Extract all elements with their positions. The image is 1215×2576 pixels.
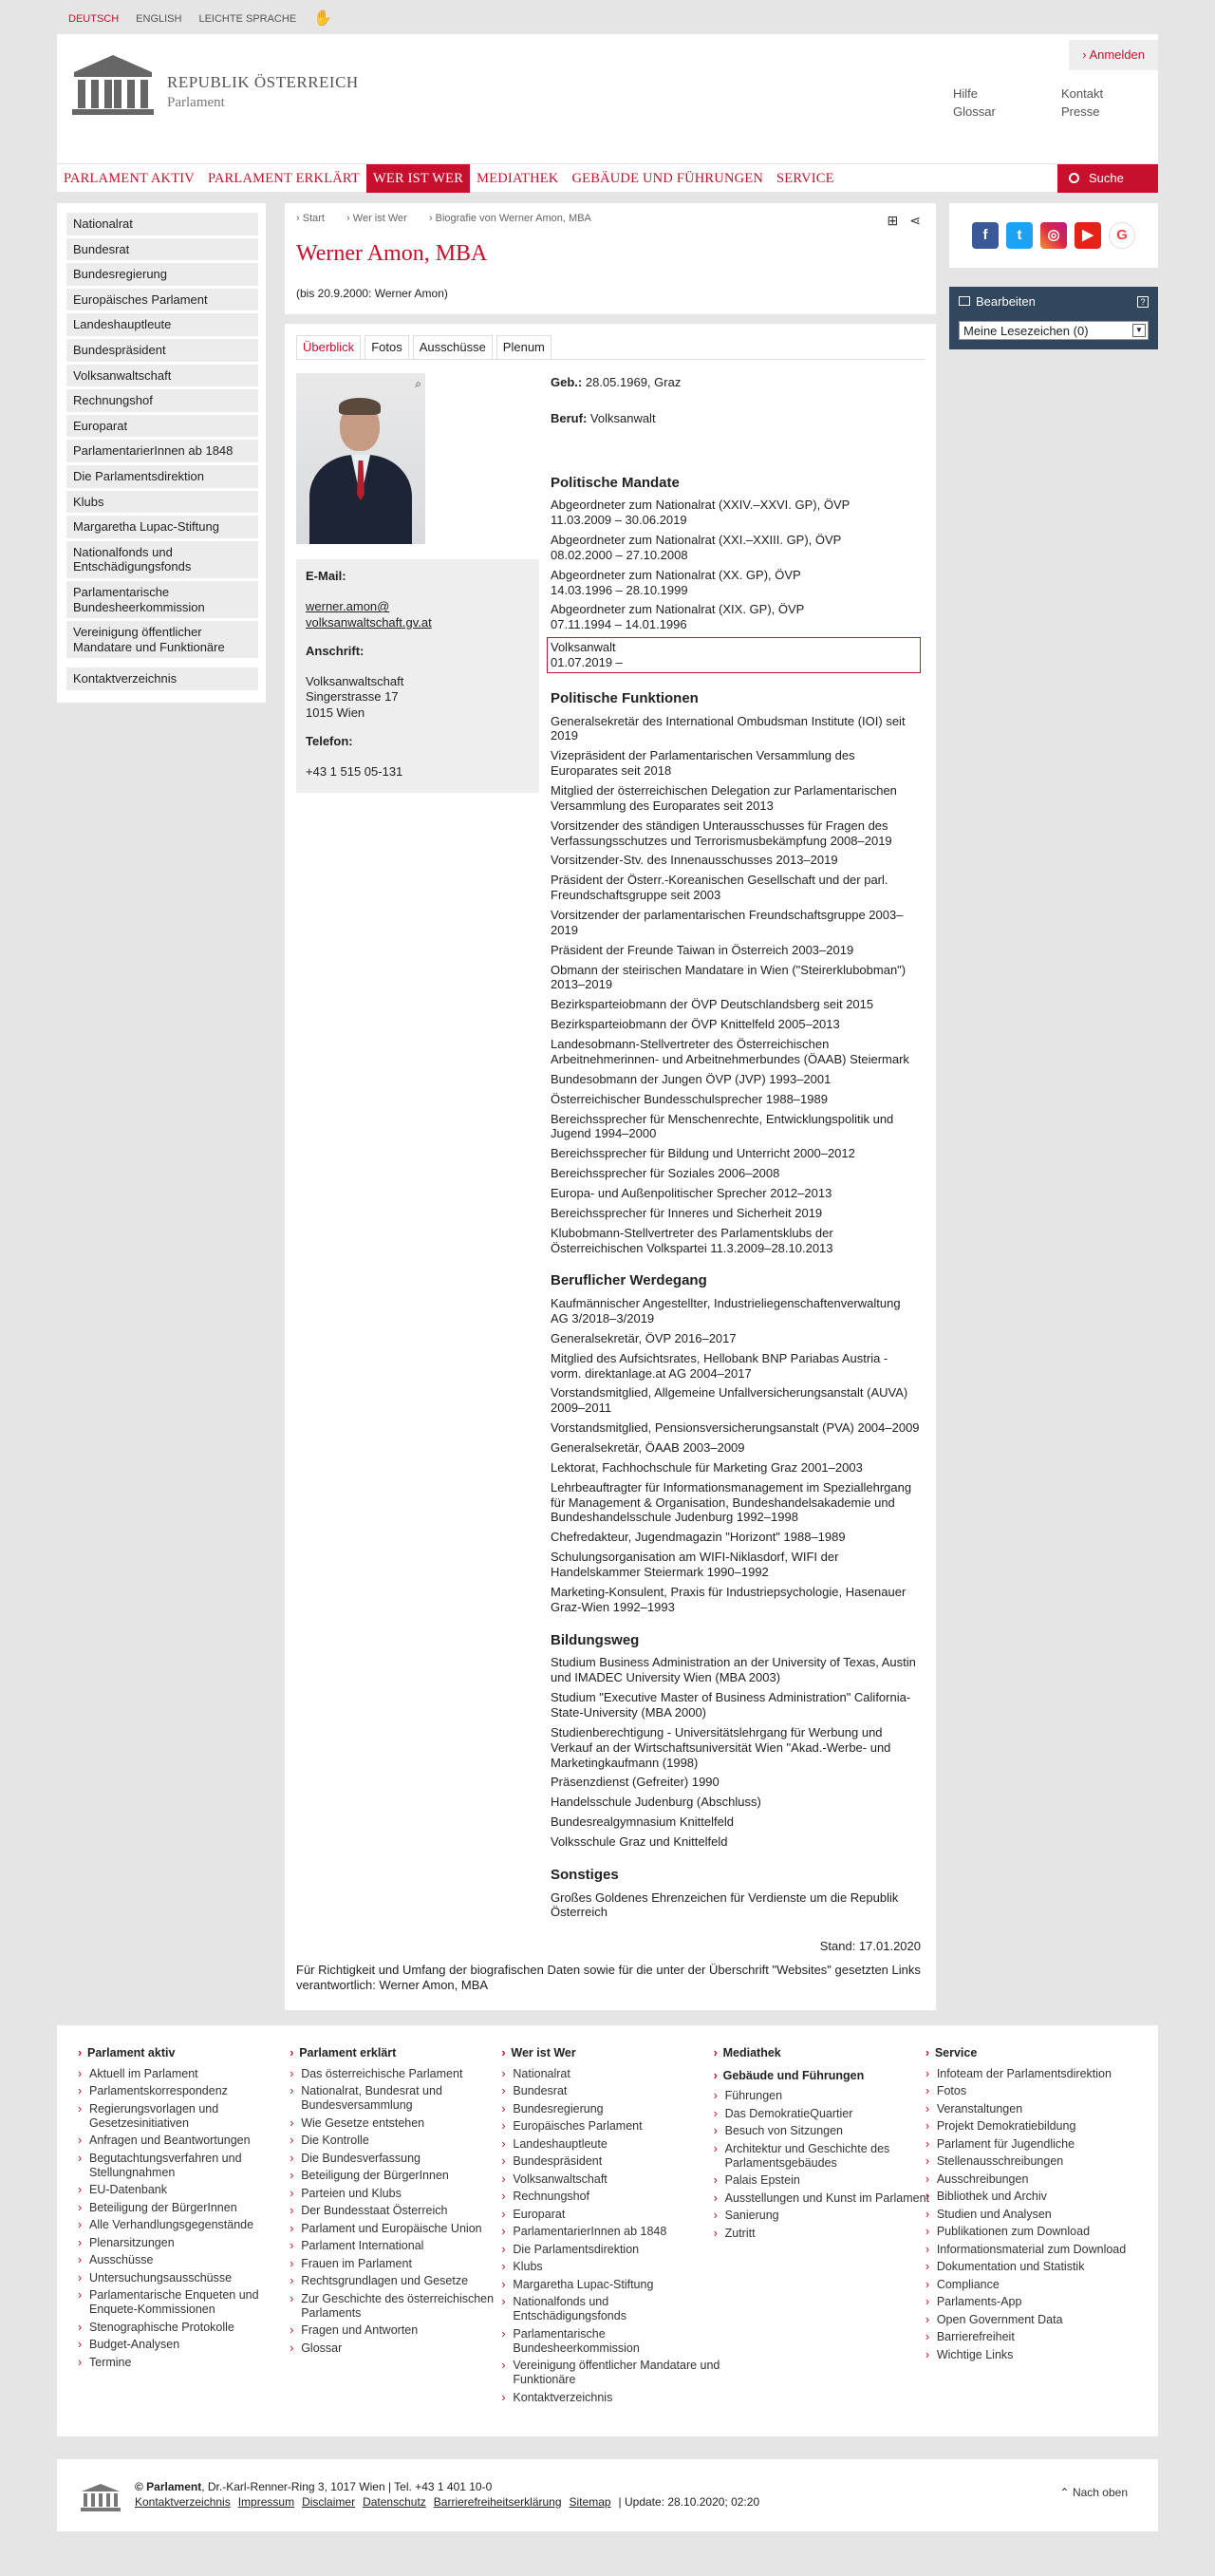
footer-col-service: [935, 2046, 1147, 2408]
footer-link[interactable]: › Palais Epstein: [723, 2173, 935, 2188]
section-mandate-title: Politische Mandate: [551, 474, 680, 491]
chevron-down-icon: ▼: [1132, 324, 1146, 337]
leftnav-item[interactable]: Landeshauptleute: [66, 313, 258, 336]
funktion-entry: Klubobmann-Stellvertreter des Parlamentsklubs der Österreichischen Volkspartei 11.3.2009–28.10.2013: [551, 1225, 833, 1255]
footer-link[interactable]: › Fragen und Antworten: [299, 2323, 511, 2338]
leftnav-item[interactable]: Rechnungshof: [66, 389, 258, 412]
mandate-entry-line: Abgeordneter zum Nationalrat (XIX. GP), ÖVP: [551, 602, 805, 617]
footer-link[interactable]: › Alle Verhandlungsgegenstände: [87, 2218, 299, 2232]
parliament-small-logo-icon: [80, 2482, 122, 2512]
main-nav: [57, 163, 1158, 192]
mandate-entry-line: 08.02.2000 – 27.10.2008: [551, 547, 688, 562]
twitter-icon[interactable]: t: [1006, 222, 1033, 249]
funktion-entry: Europa- und Außenpolitischer Sprecher 2012–2013: [551, 1185, 832, 1200]
language-bar: [0, 0, 1215, 34]
breadcrumb-label: Biografie von Werner Amon, MBA: [435, 213, 591, 224]
werdegang-entry: Chefredakteur, Jugendmagazin "Horizont" 1988–1989: [551, 1530, 846, 1545]
footer-link[interactable]: › Projekt Demokratiebildung: [935, 2119, 1147, 2134]
search-label: Suche: [1089, 171, 1124, 185]
footer-link[interactable]: › Architektur und Geschichte des Parlamentsgebäudes: [723, 2142, 935, 2171]
tab-fotos[interactable]: Fotos: [364, 335, 409, 359]
footer-link[interactable]: › Nationalfonds und Entschädigungsfonds: [511, 2295, 722, 2323]
mandate-entry-line: 07.11.1994 – 14.01.1996: [551, 617, 687, 632]
bottom-link[interactable]: Sitemap: [569, 2495, 611, 2510]
bottom-links: [135, 2495, 759, 2510]
page-title: Werner Amon, MBA: [296, 240, 488, 266]
footer-link[interactable]: › Rechnungshof: [511, 2190, 722, 2204]
footer-link[interactable]: › Besuch von Sitzungen: [723, 2124, 935, 2138]
footer-link[interactable]: › Stellenausschreibungen: [935, 2154, 1147, 2169]
mandate-entry-line: Abgeordneter zum Nationalrat (XX. GP), ÖVP: [551, 567, 801, 582]
portrait-photo[interactable]: [296, 373, 425, 544]
footer-link[interactable]: › Anfragen und Beantwortungen: [87, 2134, 299, 2148]
footer-link[interactable]: › Kontaktverzeichnis: [511, 2391, 722, 2405]
bildung-entry: Studienberechtigung - Universitätslehrgang für Werbung und Verkauf an der Wirtschaftsuniversität Wien "Akad.-Werbe- und Marketingkaufmann (1998): [551, 1724, 891, 1770]
footer-link[interactable]: › Nationalrat, Bundesrat und Bundesversammlung: [299, 2084, 511, 2113]
phone-label: Telefon:: [306, 733, 353, 748]
leftnav-item[interactable]: Europarat: [66, 415, 258, 438]
breadcrumb-label: Wer ist Wer: [352, 213, 407, 224]
bildung-entry: Studium Business Administration an der University of Texas, Austin und IMADEC University Wien (MBA 2003): [551, 1655, 916, 1685]
leftnav-item[interactable]: ParlamentarierInnen ab 1848: [66, 440, 258, 462]
sonstiges-list: [551, 1890, 921, 1921]
werdegang-list: [551, 1296, 921, 1614]
brand-line2: Parlament: [167, 95, 225, 111]
brand-line1: REPUBLIK ÖSTERREICH: [167, 73, 359, 91]
address-label: Anschrift:: [306, 643, 364, 658]
footer-link[interactable]: › Informationsmaterial zum Download: [935, 2243, 1147, 2257]
login-button[interactable]: › Anmelden: [1069, 40, 1158, 70]
email-line1: werner.amon@: [306, 599, 390, 614]
nav-service[interactable]: SERVICE: [776, 170, 834, 186]
nav-parlament-aktiv[interactable]: PARLAMENT AKTIV: [64, 170, 195, 186]
bottom-link[interactable]: Disclaimer: [302, 2495, 356, 2510]
werdegang-entry: Vorstandsmitglied, Allgemeine Unfallversicherungsanstalt (AUVA) 2009–2011: [551, 1385, 908, 1416]
footer-col-erklaert: [299, 2046, 511, 2408]
youtube-icon[interactable]: ▶: [1075, 222, 1101, 249]
footer-link[interactable]: › Beteiligung der BürgerInnen: [299, 2169, 511, 2183]
tab-ausschuesse[interactable]: Ausschüsse: [413, 335, 493, 359]
email-line2: volksanwaltschaft.gv.at: [306, 614, 432, 630]
left-nav: [57, 203, 266, 703]
bottom-bar: [57, 2459, 1158, 2531]
footer-link[interactable]: › Parlament International: [299, 2239, 511, 2253]
address-value: [306, 674, 530, 721]
footer-head[interactable]: › Wer ist Wer: [511, 2046, 722, 2061]
back-to-top-link[interactable]: [1060, 2486, 1128, 2500]
footer-link[interactable]: › Untersuchungsausschüsse: [87, 2271, 299, 2285]
site-footer: [57, 2025, 1158, 2436]
bildung-list: [551, 1655, 921, 1849]
meta-links-help: [953, 85, 996, 122]
footer-link[interactable]: › Ausstellungen und Kunst im Parlament: [723, 2191, 935, 2206]
login-label: Anmelden: [1089, 47, 1145, 62]
leftnav-item[interactable]: Parlamentarische Bundesheerkommission: [66, 581, 258, 618]
funktion-entry: Bereichssprecher für Inneres und Sicherheit 2019: [551, 1205, 823, 1220]
funktion-entry: Bereichssprecher für Menschenrechte, Entwicklungspolitik und Jugend 1994–2000: [551, 1111, 894, 1141]
footer-link[interactable]: › Wie Gesetze entstehen: [299, 2116, 511, 2131]
footer-link[interactable]: › Rechtsgrundlagen und Gesetze: [299, 2274, 511, 2288]
copyright-rest: , Dr.-Karl-Renner-Ring 3, 1017 Wien | Tel. +43 1 401 10-0: [201, 2480, 493, 2494]
werdegang-entry: Mitglied des Aufsichtsrates, Hellobank BNP Pariabas Austria - vorm. direktanlage.at AG 2004–2017: [551, 1350, 888, 1381]
werdegang-entry: Generalsekretär, ÖAAB 2003–2009: [551, 1440, 745, 1455]
leftnav-item[interactable]: Bundesregierung: [66, 263, 258, 286]
werdegang-entry: Vorstandsmitglied, Pensionsversicherungsanstalt (PVA) 2004–2009: [551, 1420, 920, 1436]
footer-link[interactable]: › Europäisches Parlament: [511, 2119, 722, 2134]
footer-head[interactable]: › Parlament aktiv: [87, 2046, 299, 2061]
tab-ueberblick[interactable]: Überblick: [296, 335, 361, 359]
share-icon[interactable]: ⋖: [909, 213, 921, 228]
footer-link[interactable]: › Bundespräsident: [511, 2154, 722, 2169]
footer-head[interactable]: › Mediathek: [723, 2046, 935, 2061]
photo-hair: [339, 398, 381, 415]
birth-label: Geb.:: [551, 375, 583, 389]
footer-link[interactable]: › Open Government Data: [935, 2313, 1147, 2327]
footer-link[interactable]: › Nationalrat: [511, 2067, 722, 2081]
press-link[interactable]: Presse: [1061, 103, 1100, 119]
site-header: [57, 34, 1158, 163]
funktion-entry: Bezirksparteiobmann der ÖVP Deutschlandsberg seit 2015: [551, 997, 874, 1012]
nav-gebaeude[interactable]: GEBÄUDE UND FÜHRUNGEN: [571, 170, 764, 186]
title-panel: [285, 203, 936, 314]
mandate-current: [547, 637, 921, 673]
mandate-current-title: Volksanwalt: [551, 640, 616, 655]
funktion-entry: Generalsekretär des International Ombudsman Institute (IOI) seit 2019: [551, 713, 906, 743]
zoom-icon[interactable]: ⌕: [415, 377, 421, 390]
mandate-entry: [551, 602, 921, 632]
address-line: Volksanwaltschaft: [306, 674, 404, 688]
copyright-bold: © Parlament: [135, 2480, 202, 2494]
footer-link[interactable]: › Frauen im Parlament: [299, 2257, 511, 2271]
glossary-link[interactable]: Glossar: [953, 103, 996, 119]
meta-links-contact: [1061, 85, 1103, 122]
address-line: 1015 Wien: [306, 705, 365, 720]
footer-link[interactable]: › Bundesregierung: [511, 2102, 722, 2116]
footer-link[interactable]: › Dokumentation und Statistik: [935, 2260, 1147, 2274]
leftnav-item[interactable]: Nationalfonds und Entschädigungsfonds: [66, 541, 258, 578]
edit-box: [949, 287, 1158, 349]
bildung-entry: Bundesrealgymnasium Knittelfeld: [551, 1814, 734, 1830]
funktion-entry: Vizepräsident der Parlamentarischen Versammlung des Europarates seit 2018: [551, 748, 855, 779]
sonstiges-entry: Großes Goldenes Ehrenzeichen für Verdienste um die Republik Österreich: [551, 1890, 899, 1920]
bottom-link[interactable]: Barrierefreiheitserklärung: [433, 2495, 562, 2510]
nav-wer-ist-wer[interactable]: WER IST WER: [366, 164, 470, 193]
lang-easy[interactable]: LEICHTE SPRACHE: [198, 13, 297, 25]
mandate-entry-line: 14.03.1996 – 28.10.1999: [551, 582, 688, 597]
footer-link[interactable]: › Führungen: [723, 2089, 935, 2103]
footer-link[interactable]: › Die Bundesverfassung: [299, 2152, 511, 2166]
lang-english[interactable]: ENGLISH: [136, 13, 182, 25]
werdegang-entry: Lektorat, Fachhochschule für Marketing Graz 2001–2003: [551, 1459, 863, 1475]
lang-deutsch[interactable]: DEUTSCH: [68, 13, 120, 25]
stand-date: Stand: 17.01.2020: [819, 1939, 921, 1954]
footer-link[interactable]: › Barrierefreiheit: [935, 2330, 1147, 2344]
site-logo[interactable]: [70, 51, 359, 118]
edit-title: [959, 294, 1036, 310]
footer-head[interactable]: › Parlament erklärt: [299, 2046, 511, 2061]
contact-box: [296, 559, 539, 793]
footer-link[interactable]: › Parlament und Europäische Union: [299, 2222, 511, 2236]
parliament-logo-icon: [70, 51, 156, 118]
footer-link[interactable]: › Publikationen zum Download: [935, 2225, 1147, 2239]
footer-link[interactable]: › Der Bundesstaat Österreich: [299, 2204, 511, 2218]
bottom-link[interactable]: Datenschutz: [363, 2495, 426, 2510]
footer-link[interactable]: › Parlamentarische Enqueten und Enquete-Kommissionen: [87, 2288, 299, 2317]
section-sonstiges-title: Sonstiges: [551, 1866, 619, 1883]
footer-link[interactable]: › Parlamentskorrespondenz: [87, 2084, 299, 2098]
page-tools: [888, 213, 921, 230]
funktion-entry: Präsident der Freunde Taiwan in Österreich 2003–2019: [551, 942, 854, 957]
funktion-entry: Vorsitzender des ständigen Unterausschusses für Fragen des Verfassungsschutzes und Terrorismusbekämpfung 2008–2019: [551, 818, 892, 848]
funktion-entry: Bereichssprecher für Bildung und Unterricht 2000–2012: [551, 1146, 855, 1161]
mandate-entry: [551, 498, 921, 528]
footer-link[interactable]: › Vereinigung öffentlicher Mandatare und Funktionäre: [511, 2359, 722, 2387]
nav-parlament-erklaert[interactable]: PARLAMENT ERKLÄRT: [207, 170, 360, 186]
bildung-entry: Präsenzdienst (Gefreiter) 1990: [551, 1775, 720, 1790]
footer-link[interactable]: › Europarat: [511, 2208, 722, 2222]
chevron-up-icon: ⌃: [1059, 2486, 1070, 2500]
footer-link[interactable]: › Termine: [87, 2356, 299, 2370]
section-bildung-title: Bildungsweg: [551, 1631, 640, 1648]
footer-link[interactable]: › Bundesrat: [511, 2084, 722, 2098]
job-info: [551, 411, 921, 426]
leftnav-item[interactable]: Volksanwaltschaft: [66, 365, 258, 387]
bookmarks-select[interactable]: [959, 321, 1149, 340]
werdegang-entry: Marketing-Konsulent, Praxis für Industriepsychologie, Hasenauer Graz-Wien 1992–1993: [551, 1584, 907, 1614]
footer-col-wer: [511, 2046, 722, 2408]
instagram-icon[interactable]: ◎: [1040, 222, 1067, 249]
breadcrumb-label: Start: [302, 213, 325, 224]
bildung-entry: Handelsschule Judenburg (Abschluss): [551, 1795, 761, 1810]
footer-link[interactable]: › ParlamentarierInnen ab 1848: [511, 2225, 722, 2239]
footer-link[interactable]: › Veranstaltungen: [935, 2102, 1147, 2116]
werdegang-entry: Lehrbeauftragter für Informationsmanagement im Speziallehrgang für Management & Organisation, Bundeshandelsakademie und Bundeshandelsschule Judenburg 1992–1998: [551, 1479, 912, 1525]
footer-link[interactable]: › Wichtige Links: [935, 2348, 1147, 2362]
breadcrumb: [296, 213, 925, 226]
footer-link[interactable]: › Die Kontrolle: [299, 2134, 511, 2148]
bottom-link[interactable]: Impressum: [237, 2495, 295, 2510]
footer-link[interactable]: › Sanierung: [723, 2209, 935, 2223]
leftnav-item-kontakt[interactable]: Kontaktverzeichnis: [66, 668, 258, 690]
footer-link[interactable]: › Volksanwaltschaft: [511, 2172, 722, 2187]
funktion-entry: Vorsitzender-Stv. des Innenausschusses 2013–2019: [551, 853, 838, 868]
funktion-entry: Mitglied der österreichischen Delegation zur Parlamentarischen Versammlung des Europarates seit 2013: [551, 783, 897, 813]
social-box: [949, 203, 1158, 268]
update-date: | Update: 28.10.2020; 02:20: [618, 2495, 760, 2510]
edit-title-label: Bearbeiten: [976, 294, 1036, 309]
edit-icon: [959, 296, 970, 306]
footer-link[interactable]: › Budget-Analysen: [87, 2338, 299, 2352]
werdegang-entry: Schulungsorganisation am WIFI-Niklasdorf, WIFI der Handelskammer Steiermark 1990–1992: [551, 1550, 839, 1580]
footer-link[interactable]: › Studien und Analysen: [935, 2208, 1147, 2222]
leftnav-item[interactable]: Klubs: [66, 491, 258, 514]
email-label: E-Mail:: [306, 569, 346, 583]
bottom-link[interactable]: Kontaktverzeichnis: [135, 2495, 231, 2510]
mandate-entry-line: 11.03.2009 – 30.06.2019: [551, 513, 687, 528]
footer-link[interactable]: › Glossar: [299, 2341, 511, 2356]
footer-link[interactable]: › Margaretha Lupac-Stiftung: [511, 2278, 722, 2292]
disclaimer-text: Für Richtigkeit und Umfang der biografischen Daten sowie für die unter der Überschrift "Websites" gesetzten Links verantwortlich: Werner Amon, MBA: [296, 1962, 921, 1992]
mandate-entry-line: Abgeordneter zum Nationalrat (XXI.–XXIII. GP), ÖVP: [551, 532, 842, 547]
page-subtitle: (bis 20.9.2000: Werner Amon): [296, 286, 448, 300]
nav-mediathek[interactable]: MEDIATHEK: [477, 170, 559, 186]
phone-value: +43 1 515 05-131: [306, 764, 403, 779]
funktion-entry: Bundesobmann der Jungen ÖVP (JVP) 1993–2001: [551, 1071, 832, 1086]
leftnav-item[interactable]: Bundesrat: [66, 238, 258, 261]
funktion-entry: Landesobmann-Stellvertreter des Österreichischen Arbeitnehmerinnen- und Arbeitnehmerbundes (ÖAAB) Steiermark: [551, 1037, 909, 1066]
footer-link[interactable]: › Parlaments-App: [935, 2295, 1147, 2309]
footer-link[interactable]: › Ausschreibungen: [935, 2172, 1147, 2187]
footer-link[interactable]: › Bibliothek und Archiv: [935, 2190, 1147, 2204]
job-value: Volksanwalt: [589, 411, 656, 426]
tab-bar: [296, 335, 925, 360]
contact-link[interactable]: Kontakt: [1061, 86, 1104, 101]
footer-link[interactable]: › EU-Datenbank: [87, 2183, 299, 2197]
leftnav-item[interactable]: Nationalrat: [66, 213, 258, 235]
funktion-entry: Bezirksparteiobmann der ÖVP Knittelfeld 2005–2013: [551, 1017, 840, 1032]
footer-link[interactable]: › Compliance: [935, 2278, 1147, 2292]
footer-link[interactable]: › Begutachtungsverfahren und Stellungnahmen: [87, 2152, 299, 2180]
footer-link[interactable]: › Parlament für Jugendliche: [935, 2137, 1147, 2152]
search-button[interactable]: [1057, 164, 1158, 193]
detail-panel: [285, 324, 936, 2010]
mandate-list: [551, 498, 921, 632]
werdegang-entry: Kaufmännischer Angestellter, Industrieliegenschaftenverwaltung AG 3/2018–3/2019: [551, 1296, 901, 1326]
help-link[interactable]: Hilfe: [953, 86, 979, 101]
copyright: [135, 2480, 492, 2494]
funktion-entry: Bereichssprecher für Soziales 2006–2008: [551, 1166, 780, 1181]
footer-link[interactable]: › Landeshauptleute: [511, 2137, 722, 2152]
breadcrumb-item: › Biografie von Werner Amon, MBA: [428, 213, 591, 224]
sign-language-icon[interactable]: ✋: [313, 10, 333, 27]
leftnav-item[interactable]: Europäisches Parlament: [66, 289, 258, 311]
footer-link[interactable]: › Fotos: [935, 2084, 1147, 2098]
footer-link[interactable]: › Ausschüsse: [87, 2253, 299, 2267]
email-link[interactable]: [306, 599, 530, 630]
section-werdegang-title: Beruflicher Werdegang: [551, 1272, 707, 1289]
footer-link[interactable]: › Aktuell im Parlament: [87, 2067, 299, 2081]
footer-link[interactable]: › Klubs: [511, 2260, 722, 2274]
footer-link[interactable]: › Stenographische Protokolle: [87, 2321, 299, 2335]
section-funktionen-title: Politische Funktionen: [551, 689, 699, 706]
help-icon[interactable]: ?: [1137, 296, 1149, 308]
footer-head[interactable]: › Gebäude und Führungen: [723, 2069, 935, 2084]
footer-link[interactable]: › Zur Geschichte des österreichischen Parlaments: [299, 2292, 511, 2321]
mandate-entry-line: Abgeordneter zum Nationalrat (XXIV.–XXVI. GP), ÖVP: [551, 498, 850, 513]
leftnav-item[interactable]: Die Parlamentsdirektion: [66, 465, 258, 488]
birth-info: [551, 375, 921, 390]
footer-col-aktiv: [87, 2046, 299, 2408]
leftnav-item[interactable]: Margaretha Lupac-Stiftung: [66, 516, 258, 538]
back-to-top-label: Nach oben: [1072, 2486, 1128, 2500]
footer-link[interactable]: › Infoteam der Parlamentsdirektion: [935, 2067, 1147, 2081]
footer-link[interactable]: › Regierungsvorlagen und Gesetzesinitiativen: [87, 2102, 299, 2131]
footer-link[interactable]: › Das österreichische Parlament: [299, 2067, 511, 2081]
add-bookmark-icon[interactable]: ⊞: [887, 213, 899, 228]
funktionen-list: [551, 714, 921, 1256]
leftnav-item[interactable]: Vereinigung öffentlicher Mandatare und Funktionäre: [66, 621, 258, 658]
footer-link[interactable]: › Das DemokratieQuartier: [723, 2107, 935, 2121]
bildung-entry: Studium "Executive Master of Business Administration" California-State-University (MBA 2000): [551, 1690, 911, 1720]
flickr-icon[interactable]: G: [1109, 222, 1135, 249]
breadcrumb-item[interactable]: › Start: [296, 213, 325, 224]
footer-link[interactable]: › Die Parlamentsdirektion: [511, 2243, 722, 2257]
footer-link[interactable]: › Parteien und Klubs: [299, 2187, 511, 2201]
mandate-entry: [551, 533, 921, 563]
breadcrumb-item[interactable]: › Wer ist Wer: [346, 213, 407, 224]
bildung-entry: Volksschule Graz und Knittelfeld: [551, 1833, 728, 1849]
footer-link[interactable]: › Zutritt: [723, 2227, 935, 2241]
footer-link[interactable]: › Plenarsitzungen: [87, 2236, 299, 2250]
tab-plenum[interactable]: Plenum: [496, 335, 551, 359]
footer-head[interactable]: › Service: [935, 2046, 1147, 2061]
funktion-entry: Vorsitzender der parlamentarischen Freundschaftsgruppe 2003–2019: [551, 908, 904, 937]
facebook-icon[interactable]: f: [972, 222, 999, 249]
job-label: Beruf:: [551, 411, 588, 426]
address-line: Singerstrasse 17: [306, 689, 399, 705]
funktion-entry: Österreichischer Bundesschulsprecher 1988–1989: [551, 1091, 828, 1106]
search-icon: [1069, 173, 1079, 183]
footer-link[interactable]: › Beteiligung der BürgerInnen: [87, 2201, 299, 2215]
leftnav-item[interactable]: Bundespräsident: [66, 339, 258, 362]
bookmarks-value: Meine Lesezeichen (0): [963, 324, 1089, 339]
footer-link[interactable]: › Parlamentarische Bundesheerkommission: [511, 2327, 722, 2356]
footer-col-mediathek: [723, 2046, 935, 2408]
funktion-entry: Obmann der steirischen Mandatare in Wien ("Steirerklubobman") 2013–2019: [551, 962, 907, 992]
werdegang-entry: Generalsekretär, ÖVP 2016–2017: [551, 1330, 737, 1345]
mandate-entry: [551, 568, 921, 598]
birth-value: 28.05.1969, Graz: [585, 375, 682, 389]
funktion-entry: Präsident der Österr.-Koreanischen Gesellschaft und der parl. Freundschaftsgruppe seit 2003: [551, 873, 888, 903]
mandate-current-date: 01.07.2019 –: [551, 654, 623, 669]
